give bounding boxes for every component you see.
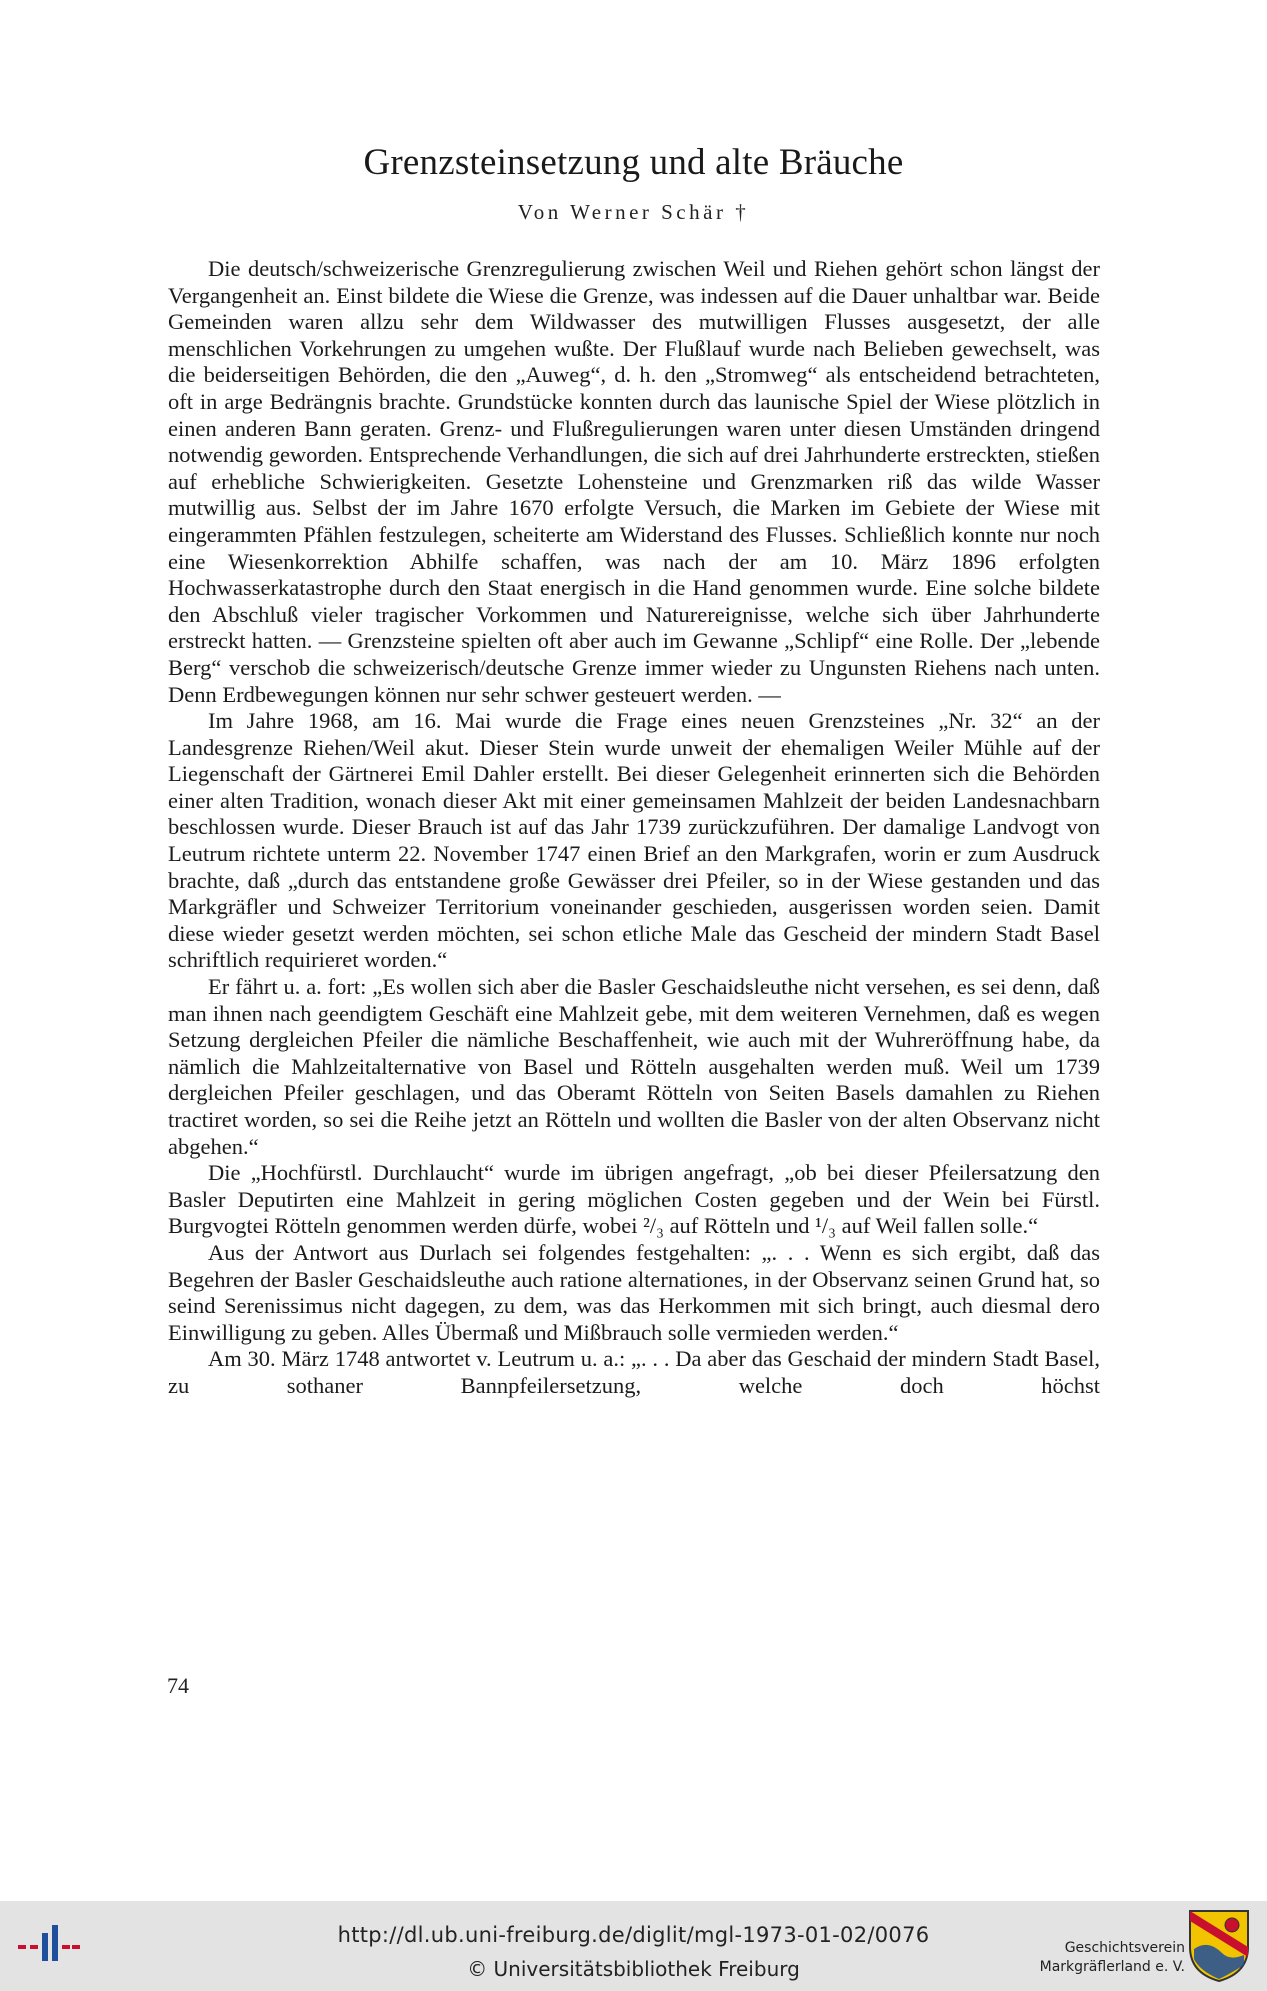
paragraph: Er fährt u. a. fort: „Es wollen sich aber die Basler Geschaidsleuthe nicht versehen, es sei denn, daß man ihnen nach geendigtem Geschäft eine Mahlzeit gebe, mit dem weiteren Vernehmen, daß es wegen Setzung dergleichen Pfeiler die nämliche Beschaffenheit, wie auch mit der Wuhreröffnung habe, da nämlich die Mahlzeitalternative von Basel und Rötteln ausgehalten werden muß. Weil um 1739 dergleichen Pfeiler geschlagen, und das Oberamt Rötteln von Seiten Basels damahlen zu Riehen tractiret worden, so sei die Reihe jetzt an Rötteln und wollten die Basler von der alten Observanz nicht abgehen.“: [168, 974, 1100, 1159]
article-title: Grenzsteinsetzung und alte Bräuche: [363, 142, 904, 183]
paragraph: Die deutsch/schweizerische Grenzregulierung zwischen Weil und Riehen gehört schon längst der Vergangenheit an. Einst bildete die Wiese die Grenze, was indessen auf die Dauer unhaltbar war. Beide Gemeinden waren allzu sehr dem Wildwasser des mutwilligen Flusses ausgesetzt, der alle menschlichen Vorkehrungen zu umgehen wußte. Der Flußlauf wurde nach Belieben gewechselt, was die beiderseitigen Behörden, die den „Auweg“, d. h. den „Stromweg“ als entscheidend betrachteten, oft in arge Bedrängnis brachte. Grundstücke konnten durch das launische Spiel der Wiese plötzlich in einen anderen Bann geraten. Grenz- und Flußregulierungen waren unter diesen Umständen dringend notwendig geworden. Entsprechende Verhandlungen, die sich auf drei Jahrhunderte erstreckten, stießen auf erhebliche Schwierigkeiten. Gesetzte Lohensteine und Grenzmarken riß das wilde Wasser mutwillig aus. Selbst der im Jahre 1670 erfolgte Versuch, die Marken im Gebiete der Wiese mit eingerammten Pfählen festzulegen, scheiterte am Widerstand des Flusses. Schließlich konnte nur noch eine Wiesenkorrektion Abhilfe schaffen, was nach der am 10. März 1896 erfolgten Hochwasserkatastrophe durch den Staat energisch in die Hand genommen wurde. Eine solche bildete den Abschluß vieler tragischer Vorkommen und Naturereignisse, welche sich über Jahrhunderte erstreckt hatten. — Grenzsteine spielten oft aber auch im Gewanne „Schlipf“ eine Rolle. Der „lebende Berg“ verschob die schweizerisch/deutsche Grenze immer wieder zu Ungunsten Riehens nach unten. Denn Erdbewegungen können nur sehr schwer gesteuert werden. —: [168, 256, 1100, 707]
society-name: [1020, 1939, 1185, 1977]
article-body: [168, 256, 1100, 1400]
permalink-url[interactable]: http://dl.ub.uni-freiburg.de/diglit/mgl-1973-01-02/0076: [337, 1923, 930, 1947]
society-name-line2: Markgräflerland e. V.: [1039, 1959, 1185, 1975]
paragraph: Die „Hochfürstl. Durchlaucht“ wurde im übrigen angefragt, „ob bei dieser Pfeilersatzung den Basler Deputirten eine Mahlzeit in gering möglichen Costen gegeben und der Wein bei Fürstl. Burgvogtei Rötteln genommen werden dürfe, wobei ²/₃ auf Rötteln und ¹/₃ auf Weil fallen solle.“: [168, 1160, 1100, 1239]
society-name-line1: Geschichtsverein: [1064, 1940, 1185, 1956]
page-number: 74: [167, 1673, 189, 1698]
paragraph: Aus der Antwort aus Durlach sei folgendes festgehalten: „. . . Wenn es sich ergibt, daß das Begehren der Basler Geschaidsleuthe auch ratione alternationes, in der Observanz seinen Grund hat, so seind Serenissimus nicht dagegen, zu dem, was das Herkommen mit sich bringt, auch diesmal dero Einwilligung zu geben. Alles Übermaß und Mißbrauch solle vermieden werden.“: [168, 1239, 1100, 1345]
footer-bar: [0, 1901, 1267, 1991]
article-author: Von Werner Schär †: [517, 200, 750, 224]
copyright-notice: © Universitätsbibliothek Freiburg: [467, 1957, 800, 1981]
paragraph: Im Jahre 1968, am 16. Mai wurde die Frage eines neuen Grenzsteines „Nr. 32“ an der Landesgrenze Riehen/Weil akut. Dieser Stein wurde unweit der ehemaligen Weiler Mühle auf der Liegenschaft der Gärtnerei Emil Dahler erstellt. Bei dieser Gelegenheit erinnerten sich die Behörden einer alten Tradition, wonach dieser Akt mit einer gemeinsamen Mahlzeit der beiden Landesnachbarn beschlossen wurde. Dieser Brauch ist auf das Jahr 1739 zurückzuführen. Der damalige Landvogt von Leutrum richtete unterm 22. November 1747 einen Brief an den Markgrafen, worin er zum Ausdruck brachte, daß „durch das entstandene große Gewässer drei Pfeiler, so in der Wiese gestanden und das Markgräfler und Schweizer Territorium voneinander geschieden, ausgerissen worden seien. Damit diese wieder gesetzt werden möchten, sei schon etliche Male das Gescheid der mindern Stadt Basel schriftlich requirieret worden.“: [168, 708, 1100, 973]
paragraph: Am 30. März 1748 antwortet v. Leutrum u. a.: „. . . Da aber das Geschaid der mindern Stadt Basel, zu sothaner Bannpfeilersetzung, welche doch höchst: [168, 1346, 1100, 1398]
coat-of-arms-icon: [1188, 1909, 1250, 1983]
